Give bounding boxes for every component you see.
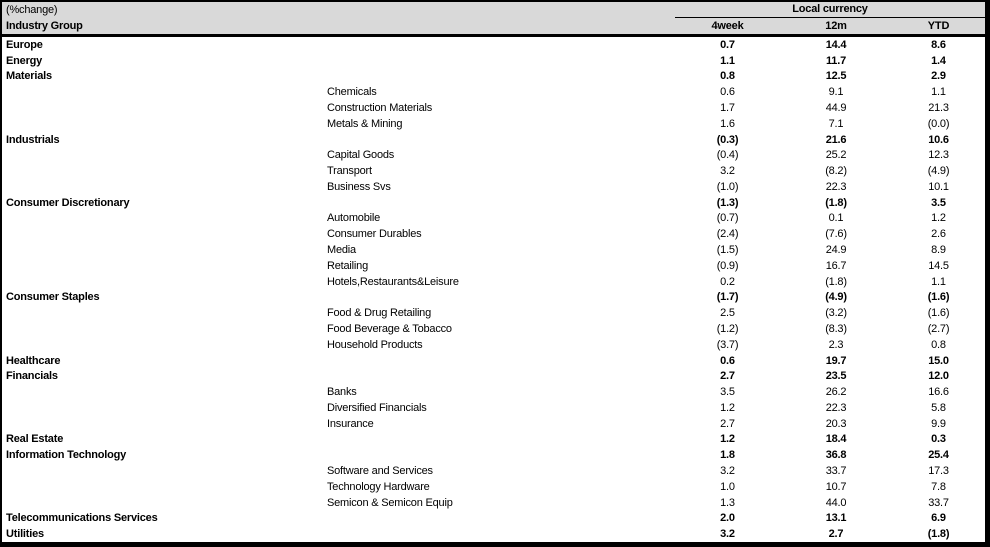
percent-change-label: (%change): [6, 4, 58, 16]
sub-industry-label: Media: [327, 244, 356, 257]
value-4week: (0.7): [716, 212, 739, 225]
value-4week: (0.9): [716, 259, 739, 272]
value-ytd: 7.8: [931, 480, 946, 493]
value-12m: (8.2): [825, 165, 847, 178]
value-ytd: 8.6: [931, 38, 946, 51]
table-row: [2, 132, 985, 148]
value-ytd: 8.9: [931, 244, 946, 257]
table-row: [2, 479, 985, 495]
table-row: [2, 305, 985, 321]
table-row: [2, 290, 985, 306]
value-12m: (7.6): [825, 228, 847, 241]
value-4week: 1.7: [720, 102, 735, 115]
value-4week: (2.4): [716, 228, 739, 241]
sub-industry-label: Semicon & Semicon Equip: [327, 496, 453, 509]
table-header: [2, 2, 985, 37]
sub-industry-label: Capital Goods: [327, 149, 395, 162]
sub-industry-label: Software and Services: [327, 464, 433, 477]
value-12m: (8.3): [825, 322, 847, 335]
value-12m: 22.3: [825, 180, 847, 193]
value-12m: 19.7: [825, 354, 847, 367]
column-header-ytd: YTD: [927, 20, 950, 32]
industry-group-header: Industry Group: [6, 20, 83, 32]
table-body: [2, 37, 985, 542]
table-row: [2, 447, 985, 463]
value-4week: (1.5): [716, 244, 739, 257]
value-ytd: 21.3: [928, 102, 949, 115]
value-12m: 16.7: [825, 259, 847, 272]
value-4week: 2.0: [720, 512, 735, 525]
sub-industry-label: Banks: [327, 386, 357, 399]
table-row: [2, 226, 985, 242]
value-12m: 13.1: [825, 512, 847, 525]
table-row: [2, 432, 985, 448]
table-row: [2, 321, 985, 337]
table-row: [2, 495, 985, 511]
industry-group-label: Materials: [6, 70, 52, 83]
value-12m: 44.0: [825, 496, 847, 509]
value-4week: 0.8: [720, 70, 735, 83]
sub-industry-label: Household Products: [327, 338, 423, 351]
table-row: [2, 463, 985, 479]
industry-group-label: Telecommunications Services: [6, 512, 158, 525]
value-4week: 1.3: [720, 496, 735, 509]
value-ytd: 33.7: [928, 496, 949, 509]
table-row: [2, 37, 985, 53]
value-ytd: 1.1: [931, 275, 946, 288]
value-4week: 3.2: [720, 165, 735, 178]
value-12m: (1.8): [825, 275, 847, 288]
table-row: [2, 179, 985, 195]
sub-industry-label: Consumer Durables: [327, 228, 422, 241]
value-4week: 3.2: [720, 464, 735, 477]
value-ytd: 5.8: [931, 401, 946, 414]
table-row: [2, 147, 985, 163]
table-row: [2, 353, 985, 369]
value-ytd: 1.2: [931, 212, 946, 225]
value-4week: (1.2): [716, 322, 739, 335]
value-4week: 1.8: [720, 449, 735, 462]
value-4week: (1.3): [716, 196, 739, 209]
sub-industry-label: Food & Drug Retailing: [327, 307, 432, 320]
value-ytd: 16.6: [928, 386, 949, 399]
value-ytd: 0.8: [931, 338, 946, 351]
value-ytd: 9.9: [931, 417, 946, 430]
value-4week: (0.4): [716, 149, 739, 162]
value-ytd: 10.1: [928, 180, 949, 193]
value-ytd: 15.0: [928, 354, 949, 367]
value-ytd: (1.6): [927, 307, 950, 320]
sub-industry-label: Construction Materials: [327, 102, 433, 115]
value-ytd: 1.1: [931, 86, 946, 99]
value-4week: (1.7): [716, 291, 739, 304]
value-ytd: (1.8): [927, 528, 950, 541]
value-ytd: 6.9: [931, 512, 946, 525]
table-row: [2, 163, 985, 179]
value-ytd: 3.5: [931, 196, 946, 209]
table-row: [2, 510, 985, 526]
table-row: [2, 384, 985, 400]
industry-group-label: Energy: [6, 54, 43, 67]
sub-industry-label: Hotels,Restaurants&Leisure: [327, 275, 459, 288]
column-header-12m: 12m: [825, 20, 847, 32]
industry-group-label: Utilities: [6, 528, 44, 541]
value-12m: 26.2: [825, 386, 847, 399]
value-12m: 23.5: [825, 370, 847, 383]
sub-industry-label: Technology Hardware: [327, 480, 430, 493]
value-12m: 14.4: [825, 38, 847, 51]
value-4week: (0.3): [716, 133, 739, 146]
value-ytd: 14.5: [928, 259, 949, 272]
value-ytd: 17.3: [928, 464, 949, 477]
table-row: [2, 274, 985, 290]
column-header-4week: 4week: [711, 20, 744, 32]
value-ytd: 1.4: [931, 54, 946, 67]
value-12m: (3.2): [825, 307, 847, 320]
value-4week: 0.6: [720, 354, 735, 367]
value-12m: 44.9: [825, 102, 847, 115]
value-12m: 2.3: [828, 338, 844, 351]
value-12m: 11.7: [825, 54, 846, 67]
table-row: [2, 258, 985, 274]
value-12m: 20.3: [825, 417, 847, 430]
industry-group-label: Real Estate: [6, 433, 64, 446]
value-ytd: 2.6: [931, 228, 946, 241]
sub-industry-label: Business Svs: [327, 180, 391, 193]
industry-group-label: Healthcare: [6, 354, 61, 367]
value-12m: (1.8): [825, 196, 847, 209]
value-12m: 36.8: [825, 449, 847, 462]
table-row: [2, 337, 985, 353]
value-ytd: (4.9): [927, 165, 950, 178]
sub-industry-label: Food Beverage & Tobacco: [327, 322, 452, 335]
value-12m: (4.9): [825, 291, 847, 304]
table-row: [2, 526, 985, 542]
industry-group-label: Financials: [6, 370, 58, 383]
sub-industry-label: Diversified Financials: [327, 401, 427, 414]
value-4week: 0.6: [720, 86, 735, 99]
table-row: [2, 195, 985, 211]
sub-industry-label: Automobile: [327, 212, 381, 225]
table-row: [2, 416, 985, 432]
table-row: [2, 116, 985, 132]
sub-industry-label: Transport: [327, 165, 372, 178]
value-ytd: 25.4: [928, 449, 949, 462]
table-row: [2, 211, 985, 227]
industry-group-label: Industrials: [6, 133, 60, 146]
value-12m: 0.1: [828, 212, 844, 225]
sub-industry-label: Insurance: [327, 417, 374, 430]
header-row-columns: [2, 18, 985, 34]
table-row: [2, 400, 985, 416]
value-12m: 12.5: [825, 70, 847, 83]
value-4week: 3.5: [720, 386, 735, 399]
industry-group-label: Information Technology: [6, 449, 127, 462]
value-4week: 1.2: [720, 433, 735, 446]
value-4week: 1.6: [720, 117, 735, 130]
sub-industry-label: Chemicals: [327, 86, 377, 99]
value-4week: 2.7: [720, 417, 735, 430]
value-12m: 7.1: [828, 117, 844, 130]
value-12m: 33.7: [825, 464, 847, 477]
value-12m: 25.2: [825, 149, 847, 162]
value-ytd: (1.6): [927, 291, 950, 304]
table-row: [2, 53, 985, 69]
value-4week: 2.5: [720, 307, 735, 320]
industry-group-label: Consumer Discretionary: [6, 196, 130, 209]
value-ytd: 0.3: [931, 433, 946, 446]
value-4week: (1.0): [716, 180, 739, 193]
value-4week: 1.2: [720, 401, 735, 414]
value-12m: 24.9: [825, 244, 847, 257]
value-ytd: (0.0): [927, 117, 950, 130]
table-row: [2, 100, 985, 116]
value-ytd: 12.0: [928, 370, 949, 383]
value-12m: 2.7: [828, 528, 844, 541]
table-row: [2, 84, 985, 100]
value-4week: 1.1: [720, 54, 735, 67]
value-4week: 0.2: [720, 275, 735, 288]
value-12m: 22.3: [825, 401, 847, 414]
header-row-top: [2, 2, 985, 18]
industry-group-label: Consumer Staples: [6, 291, 100, 304]
value-12m: 9.1: [828, 86, 844, 99]
sub-industry-label: Retailing: [327, 259, 369, 272]
value-4week: 2.7: [720, 370, 735, 383]
value-4week: (3.7): [716, 338, 739, 351]
industry-group-label: Europe: [6, 38, 43, 51]
value-ytd: 12.3: [928, 149, 949, 162]
value-ytd: 2.9: [931, 70, 946, 83]
table-row: [2, 69, 985, 85]
value-4week: 1.0: [720, 480, 735, 493]
value-4week: 0.7: [720, 38, 735, 51]
value-12m: 21.6: [825, 133, 847, 146]
value-4week: 3.2: [720, 528, 735, 541]
table-row: [2, 368, 985, 384]
sub-industry-label: Metals & Mining: [327, 117, 403, 130]
value-12m: 10.7: [825, 480, 847, 493]
value-ytd: (2.7): [927, 322, 950, 335]
table-row: [2, 242, 985, 258]
column-group-local-currency: Local currency: [675, 2, 985, 18]
value-12m: 18.4: [825, 433, 847, 446]
value-ytd: 10.6: [928, 133, 949, 146]
